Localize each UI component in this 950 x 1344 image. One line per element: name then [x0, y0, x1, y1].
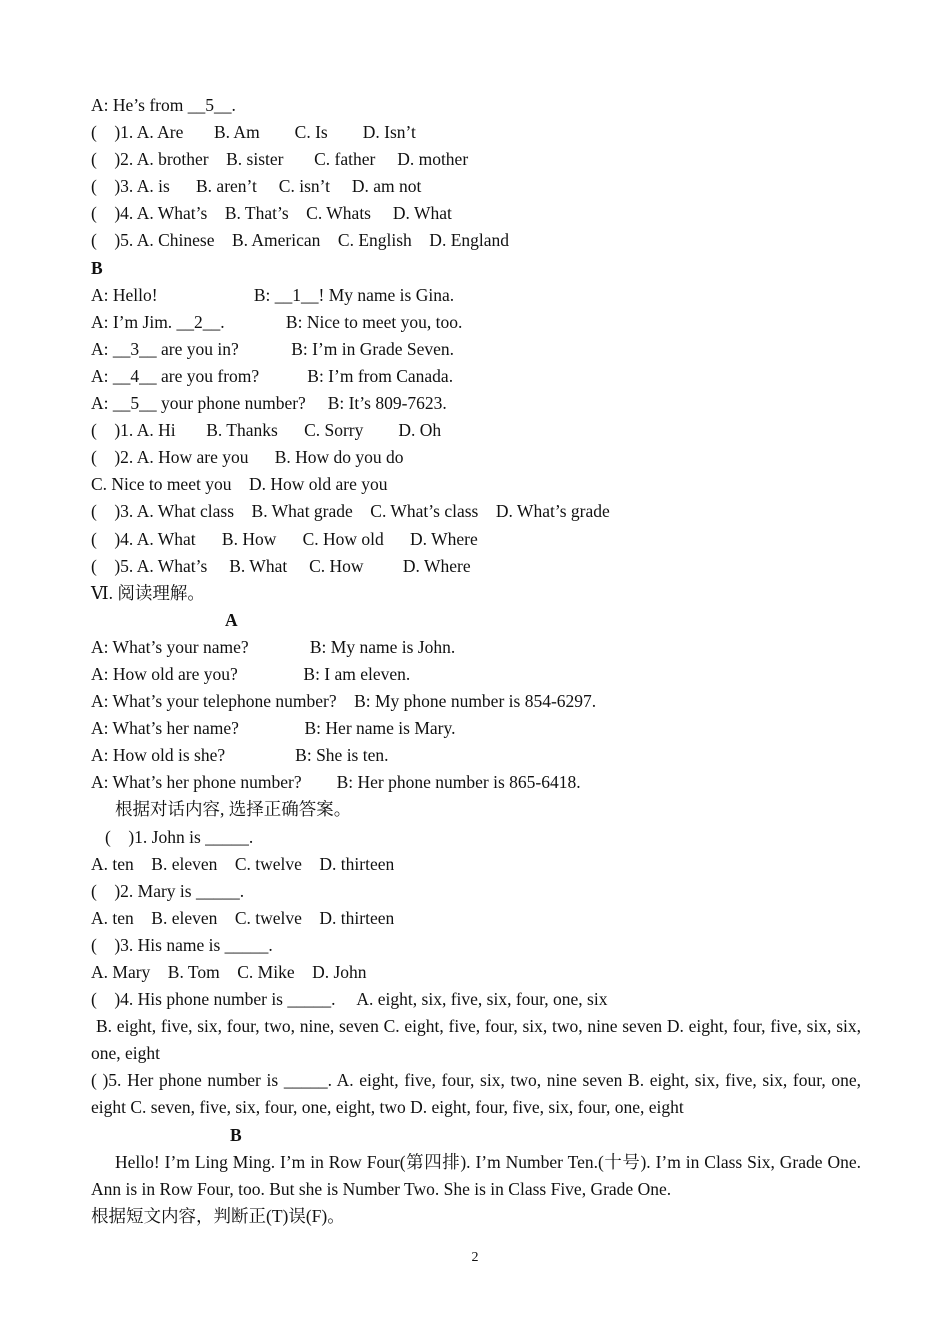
question-item: ( )4. His phone number is _____. A. eight, six, five, six, four, one, six	[91, 989, 608, 1010]
dialogue-line: A: What’s your name? B: My name is John.	[91, 636, 456, 657]
dialogue-line: A: Hello! B: __1__! My name is Gina.	[91, 284, 455, 305]
question-item: ( )4. A. What B. How C. How old D. Where	[91, 528, 478, 549]
question-item: ( )1. A. Are B. Am C. Is D. Isn’t	[91, 122, 416, 143]
question-options: B. eight, five, six, four, two, nine, seven C. eight, five, four, six, two, nine seven D. eight, four, five, six, six, one, eight	[91, 1016, 861, 1064]
dialogue-line: A: I’m Jim. __2__. B: Nice to meet you, too.	[91, 311, 463, 332]
page-content	[91, 92, 861, 1230]
question-item: ( )2. A. How are you B. How do you do	[91, 447, 404, 468]
question-options: A. ten B. eleven C. twelve D. thirteen	[91, 853, 395, 874]
question-item: ( )3. A. is B. aren’t C. isn’t D. am not	[91, 176, 422, 197]
instruction: 根据对话内容, 选择正确答案。	[115, 799, 352, 820]
question-item: ( )1. A. Hi B. Thanks C. Sorry D. Oh	[91, 420, 442, 441]
page-number: 2	[471, 1250, 479, 1265]
question-item: ( )4. A. What’s B. That’s C. Whats D. What	[91, 203, 452, 224]
question-item: ( )2. Mary is _____.	[91, 880, 245, 901]
dialogue-line: A: __5__ your phone number? B: It’s 809-7623.	[91, 393, 447, 414]
instruction: 根据短文内容，判断正(T)误(F)。	[91, 1205, 345, 1226]
reading-passage: Hello! I’m Ling Ming. I’m in Row Four(第四排). I’m Number Ten.(十号). I’m in Class Six, Grade One. Ann is in Row Four, too. But she is Number Two. She is in Class Five, Grade One.	[91, 1151, 861, 1199]
question-item: ( )5. A. What’s B. What C. How D. Where	[91, 555, 471, 576]
question-item: ( )5. A. Chinese B. American C. English D. England	[91, 230, 510, 251]
dialogue-line: A: What’s her phone number? B: Her phone number is 865-6418.	[91, 772, 581, 793]
section-heading: B	[91, 257, 103, 278]
dialogue-line: A: How old is she? B: She is ten.	[91, 745, 389, 766]
section-heading: A	[225, 609, 238, 630]
section-heading: B	[230, 1124, 242, 1145]
question-item: ( )1. John is _____.	[105, 826, 254, 847]
dialogue-line: A: What’s your telephone number? B: My phone number is 854-6297.	[91, 691, 597, 712]
question-item: ( )3. His name is _____.	[91, 934, 273, 955]
question-item: ( )3. A. What class B. What grade C. What’s class D. What’s grade	[91, 501, 610, 522]
dialogue-line: A: How old are you? B: I am eleven.	[91, 663, 411, 684]
question-item: ( )5. Her phone number is _____. A. eight, five, four, six, two, nine seven B. eight, six, five, six, four, one, eight C. seven, five, six, four, one, eight, two D. eight, four, five, six, four, one, eight	[91, 1070, 861, 1118]
dialogue-line: A: He’s from __5__.	[91, 95, 236, 115]
dialogue-line: A: __4__ are you from? B: I’m from Canada.	[91, 365, 454, 386]
question-item: ( )2. A. brother B. sister C. father D. mother	[91, 149, 469, 170]
dialogue-line: A: __3__ are you in? B: I’m in Grade Seven.	[91, 338, 455, 359]
section-title: Ⅵ. 阅读理解。	[91, 582, 205, 603]
dialogue-line: A: What’s her name? B: Her name is Mary.	[91, 718, 456, 739]
question-options: C. Nice to meet you D. How old are you	[91, 474, 388, 495]
question-options: A. Mary B. Tom C. Mike D. John	[91, 962, 367, 982]
question-options: A. ten B. eleven C. twelve D. thirteen	[91, 907, 395, 928]
